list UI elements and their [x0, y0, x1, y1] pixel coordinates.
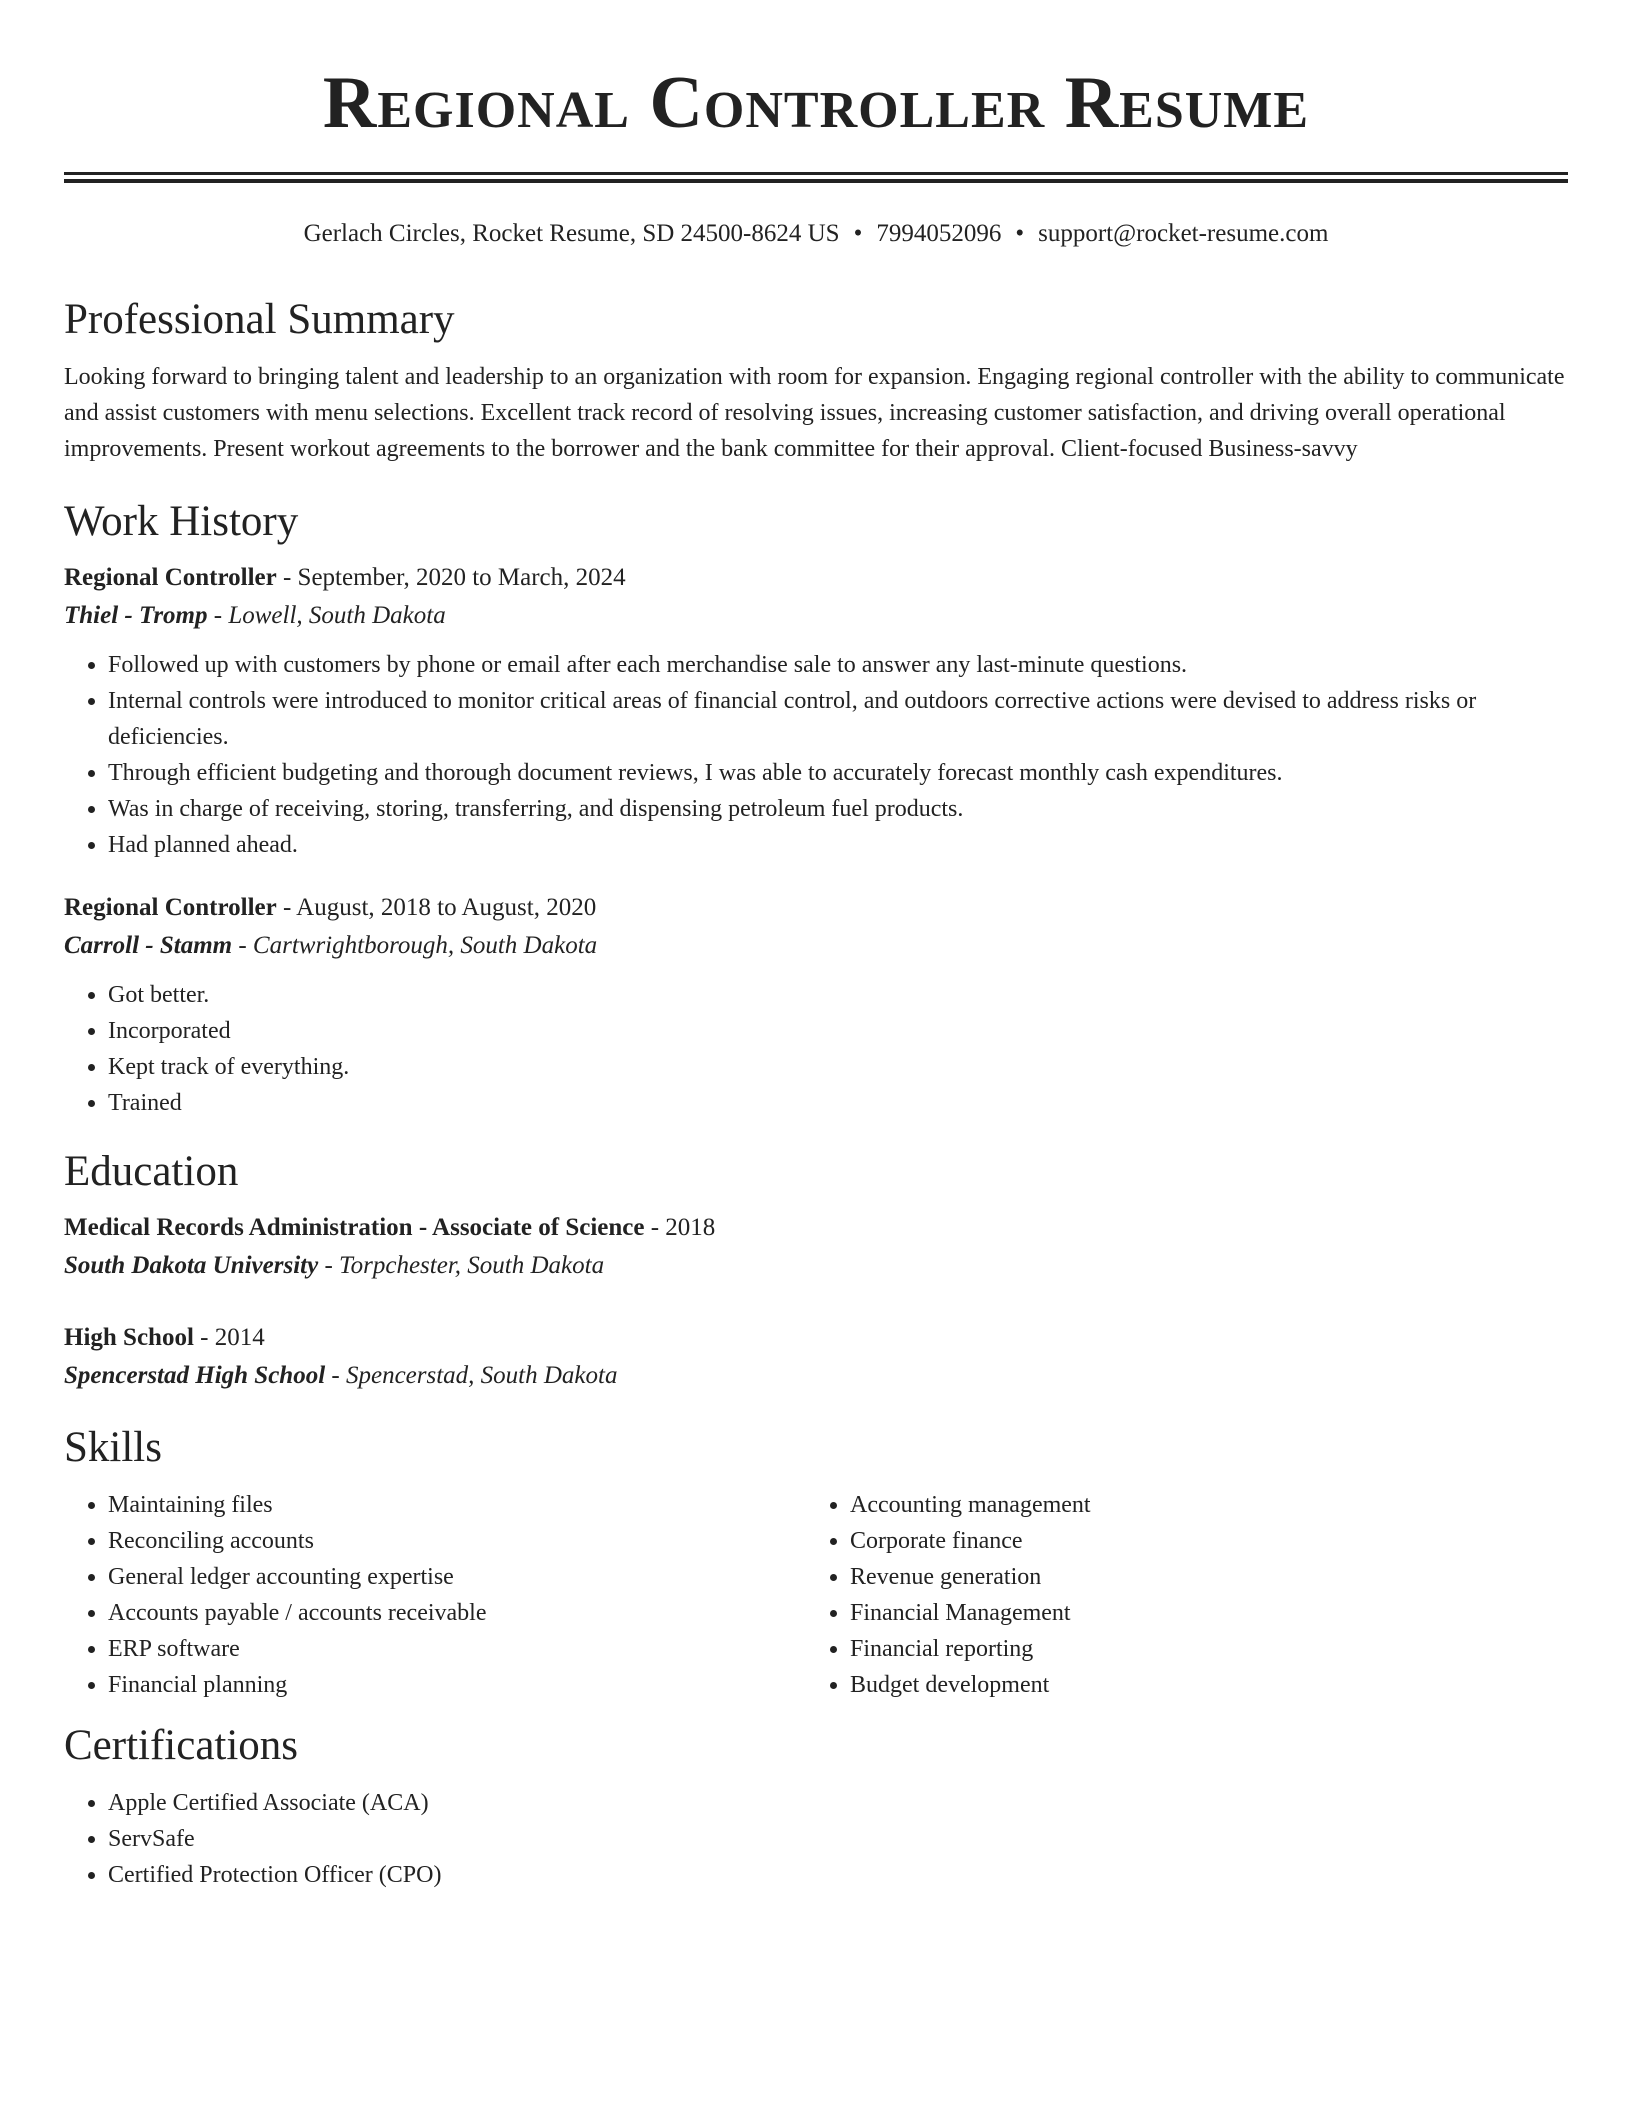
certifications-list [64, 1785, 1568, 1893]
school-line [64, 1357, 1568, 1395]
job-dates: - August, 2018 to August, 2020 [276, 894, 597, 921]
list-item: • General ledger accounting expertise [108, 1559, 806, 1595]
list-item: • Followed up with customers by phone or email after each merchandise sale to answer any last-minute questions. [108, 647, 1568, 683]
list-item: • Revenue generation [850, 1559, 1548, 1595]
title-divider [64, 172, 1568, 183]
skills-list [64, 1487, 806, 1703]
list-item: • Accounting management [850, 1487, 1548, 1523]
job-dates: - September, 2020 to March, 2024 [276, 564, 626, 591]
skills-column-right [806, 1487, 1548, 1703]
list-item: • ERP software [108, 1631, 806, 1667]
job-company-line [64, 927, 1568, 965]
degree-line [64, 1209, 1568, 1247]
school-name: South Dakota University [64, 1252, 319, 1279]
education-entry [64, 1319, 1568, 1395]
list-item: • Got better. [108, 977, 1568, 1013]
degree-name: Medical Records Administration - Associate of Science [64, 1214, 645, 1241]
job-company: Thiel - Tromp [64, 602, 208, 629]
list-item: • Financial reporting [850, 1631, 1548, 1667]
list-item: • Accounts payable / accounts receivable [108, 1595, 806, 1631]
job-entry [64, 889, 1568, 1121]
degree-year: - 2018 [644, 1214, 716, 1241]
list-item: • Internal controls were introduced to monitor critical areas of financial control, and outdoors corrective actions were devised to address risks or deficiencies. [108, 683, 1568, 755]
summary-heading: Professional Summary [64, 296, 455, 343]
page-title: Regional Controller Resume [322, 62, 1310, 144]
job-entry [64, 559, 1568, 863]
skills-column-left [64, 1487, 806, 1703]
contact-email: support@rocket-resume.com [1038, 220, 1329, 247]
job-duties-list [64, 977, 1568, 1121]
job-location: - Lowell, South Dakota [207, 602, 446, 629]
list-item: • Maintaining files [108, 1487, 806, 1523]
list-item: • Incorporated [108, 1013, 1568, 1049]
list-item: • Trained [108, 1085, 1568, 1121]
list-item: • Budget development [850, 1667, 1548, 1703]
work-history-heading: Work History [64, 498, 299, 545]
skills-columns [64, 1487, 1568, 1703]
list-item: • Corporate finance [850, 1523, 1548, 1559]
school-line [64, 1247, 1568, 1285]
list-item: • Financial planning [108, 1667, 806, 1703]
contact-separator: • [853, 220, 863, 247]
contact-separator: • [1015, 220, 1025, 247]
degree-year: - 2014 [193, 1324, 265, 1351]
education-entry [64, 1209, 1568, 1285]
summary-text: Looking forward to bringing talent and leadership to an organization with room for expansion. Engaging regional controller with the ability to communicate and assist customers with menu selections. Excellent track record of resolving issues, increasing customer satisfaction, and driving overall operational improvements. Present workout agreements to the borrower and the bank committee for their approval. Client-focused Business-savvy [64, 364, 1565, 462]
contact-line [64, 217, 1568, 251]
list-item: • Apple Certified Associate (ACA) [108, 1785, 1568, 1821]
contact-phone: 7994052096 [876, 220, 1002, 247]
job-title-line [64, 559, 1568, 597]
skills-heading: Skills [64, 1424, 162, 1471]
education-heading: Education [64, 1148, 239, 1195]
school-location: - Spencerstad, South Dakota [325, 1362, 618, 1389]
list-item: • Financial Management [850, 1595, 1548, 1631]
certifications-heading: Certifications [64, 1722, 299, 1769]
contact-address: Gerlach Circles, Rocket Resume, SD 24500-8624 US [303, 220, 840, 247]
list-item: • Reconciling accounts [108, 1523, 806, 1559]
job-location: - Cartwrightborough, South Dakota [232, 932, 598, 959]
job-company: Carroll - Stamm [64, 932, 233, 959]
degree-line [64, 1319, 1568, 1357]
job-duties-list [64, 647, 1568, 863]
list-item: • Was in charge of receiving, storing, transferring, and dispensing petroleum fuel products. [108, 791, 1568, 827]
job-company-line [64, 597, 1568, 635]
list-item: • ServSafe [108, 1821, 1568, 1857]
list-item: • Had planned ahead. [108, 827, 1568, 863]
list-item: • Through efficient budgeting and thorough document reviews, I was able to accurately forecast monthly cash expenditures. [108, 755, 1568, 791]
skills-list [806, 1487, 1548, 1703]
job-title: Regional Controller [64, 564, 277, 591]
school-location: - Torpchester, South Dakota [318, 1252, 605, 1279]
list-item: • Kept track of everything. [108, 1049, 1568, 1085]
job-title: Regional Controller [64, 894, 277, 921]
degree-name: High School [64, 1324, 194, 1351]
list-item: • Certified Protection Officer (CPO) [108, 1857, 1568, 1893]
job-title-line [64, 889, 1568, 927]
school-name: Spencerstad High School [64, 1362, 326, 1389]
